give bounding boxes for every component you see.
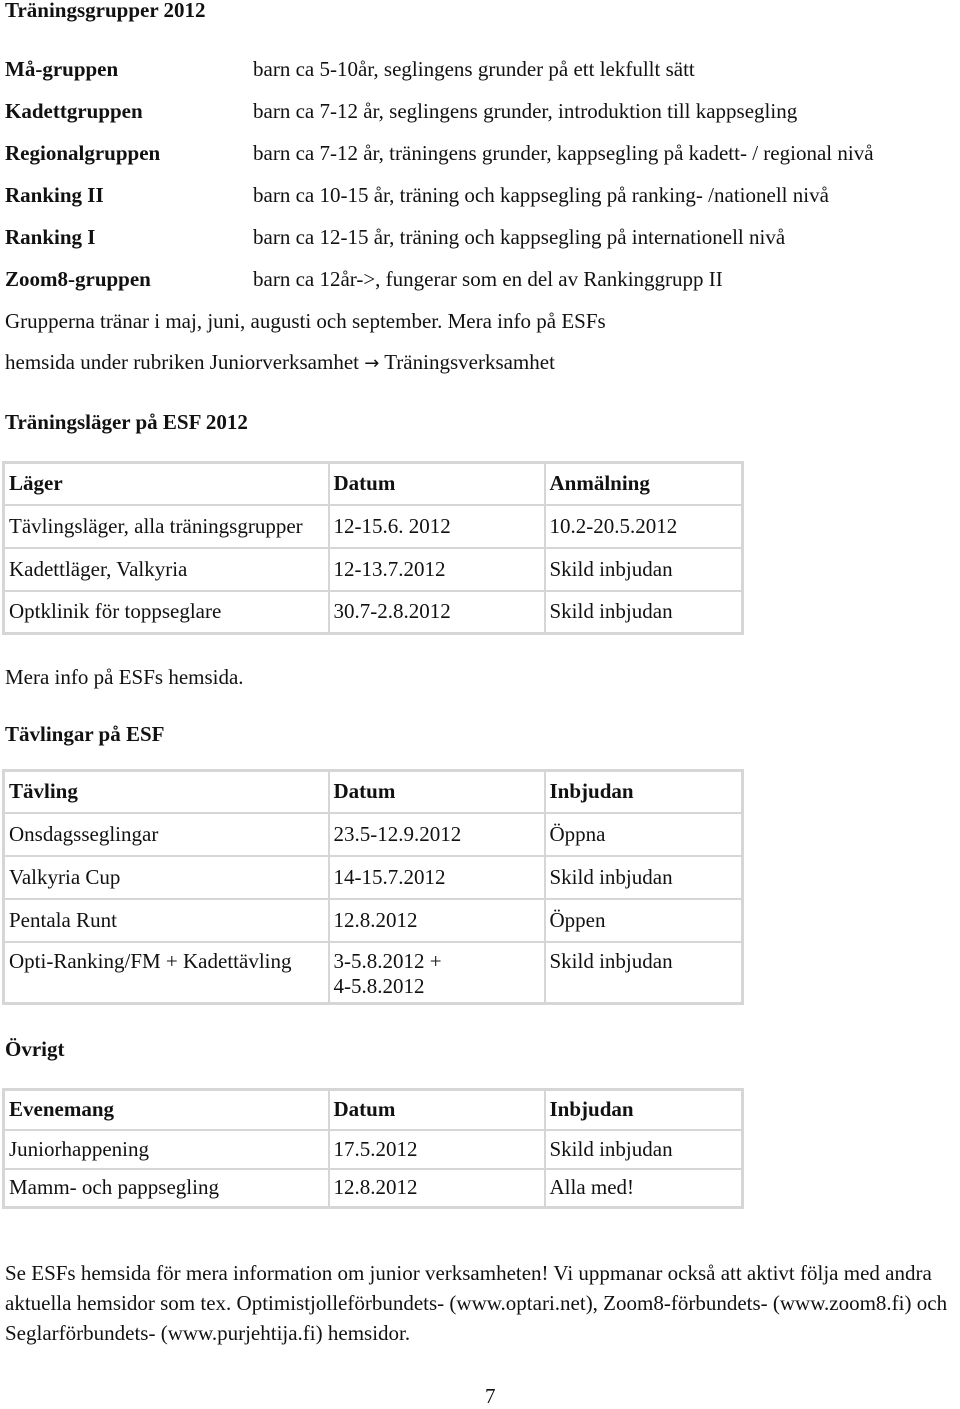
cell: Optklinik för toppseglare xyxy=(4,591,329,634)
page-number: 7 xyxy=(485,1384,496,1408)
table-row xyxy=(4,1169,743,1208)
table-header-row xyxy=(4,1090,743,1130)
group-description: barn ca 12år->, fungerar som en del av Rankinggrupp II xyxy=(253,267,723,291)
date-line: 3-5.8.2012 + xyxy=(333,948,442,973)
group-name: Må-gruppen xyxy=(5,57,119,81)
races-heading: Tävlingar på ESF xyxy=(5,722,165,746)
cell: Skild inbjudan xyxy=(545,591,743,634)
cell: 30.7-2.8.2012 xyxy=(329,591,545,634)
info-text: hemsida under rubriken Juniorverksamhet xyxy=(5,350,359,374)
header-cell: Inbjudan xyxy=(545,771,743,813)
cell: 12-15.6. 2012 xyxy=(329,505,545,548)
table-header-row xyxy=(4,771,743,813)
cell: 10.2-20.5.2012 xyxy=(545,505,743,548)
group-description: barn ca 10-15 år, träning och kappsegling på ranking- /nationell nivå xyxy=(253,183,829,207)
group-name: Kadettgruppen xyxy=(5,99,143,123)
races-table xyxy=(2,769,744,1005)
table-row xyxy=(4,899,743,942)
cell: Valkyria Cup xyxy=(4,856,329,899)
cell xyxy=(329,942,545,1004)
cell: Opti-Ranking/FM + Kadettävling xyxy=(4,942,329,1004)
other-table xyxy=(2,1088,744,1209)
camps-table xyxy=(2,461,744,635)
header-cell: Läger xyxy=(4,463,329,505)
cell: 12.8.2012 xyxy=(329,899,545,942)
date-line: 4-5.8.2012 xyxy=(333,973,425,998)
camps-note: Mera info på ESFs hemsida. xyxy=(5,665,244,689)
page-title: Träningsgrupper 2012 xyxy=(5,0,206,22)
header-cell: Inbjudan xyxy=(545,1090,743,1130)
info-line-2 xyxy=(5,350,555,375)
cell: Skild inbjudan xyxy=(545,1130,743,1169)
cell: Kadettläger, Valkyria xyxy=(4,548,329,591)
group-description: barn ca 12-15 år, träning och kappsegling på internationell nivå xyxy=(253,225,786,249)
info-line-1: Grupperna tränar i maj, juni, augusti och september. Mera info på ESFs xyxy=(5,309,606,333)
cell: 12.8.2012 xyxy=(329,1169,545,1208)
cell: Öppen xyxy=(545,899,743,942)
header-cell: Anmälning xyxy=(545,463,743,505)
cell: Skild inbjudan xyxy=(545,942,743,1004)
table-row xyxy=(4,1130,743,1169)
table-row xyxy=(4,942,743,1004)
info-text: Träningsverksamhet xyxy=(384,350,555,374)
cell: Tävlingsläger, alla träningsgrupper xyxy=(4,505,329,548)
cell: Alla med! xyxy=(545,1169,743,1208)
header-cell: Tävling xyxy=(4,771,329,813)
cell: Mamm- och pappsegling xyxy=(4,1169,329,1208)
cell: Skild inbjudan xyxy=(545,548,743,591)
group-name: Ranking II xyxy=(5,183,104,207)
cell: Öppna xyxy=(545,813,743,856)
table-row xyxy=(4,813,743,856)
group-description: barn ca 5-10år, seglingens grunder på ett lekfullt sätt xyxy=(253,57,695,81)
cell: Pentala Runt xyxy=(4,899,329,942)
arrow-right-icon: → xyxy=(364,353,380,374)
cell: Onsdagsseglingar xyxy=(4,813,329,856)
table-header-row xyxy=(4,463,743,505)
other-heading: Övrigt xyxy=(5,1037,65,1061)
table-row xyxy=(4,856,743,899)
header-cell: Datum xyxy=(329,771,545,813)
group-name: Ranking I xyxy=(5,225,96,249)
cell: 12-13.7.2012 xyxy=(329,548,545,591)
cell: Juniorhappening xyxy=(4,1130,329,1169)
cell: 14-15.7.2012 xyxy=(329,856,545,899)
table-row xyxy=(4,505,743,548)
cell: Skild inbjudan xyxy=(545,856,743,899)
footer-paragraph: Se ESFs hemsida för mera information om junior verksamheten! Vi uppmanar också att aktivt följa med andra aktuella hemsidor som tex. Optimistjolleförbundets- (www.optari.net), Zoom8-förbundets- (www.zoom8.fi) och Seglarförbundets- (www.purjehtija.fi) hemsidor. xyxy=(5,1261,948,1345)
header-cell: Datum xyxy=(329,1090,545,1130)
group-description: barn ca 7-12 år, seglingens grunder, introduktion till kappsegling xyxy=(253,99,798,123)
cell: 17.5.2012 xyxy=(329,1130,545,1169)
group-description: barn ca 7-12 år, träningens grunder, kappsegling på kadett- / regional nivå xyxy=(253,141,874,165)
group-name: Zoom8-gruppen xyxy=(5,267,151,291)
table-row xyxy=(4,591,743,634)
camps-heading: Träningsläger på ESF 2012 xyxy=(5,410,248,434)
cell: 23.5-12.9.2012 xyxy=(329,813,545,856)
header-cell: Evenemang xyxy=(4,1090,329,1130)
header-cell: Datum xyxy=(329,463,545,505)
group-name: Regionalgruppen xyxy=(5,141,161,165)
table-row xyxy=(4,548,743,591)
